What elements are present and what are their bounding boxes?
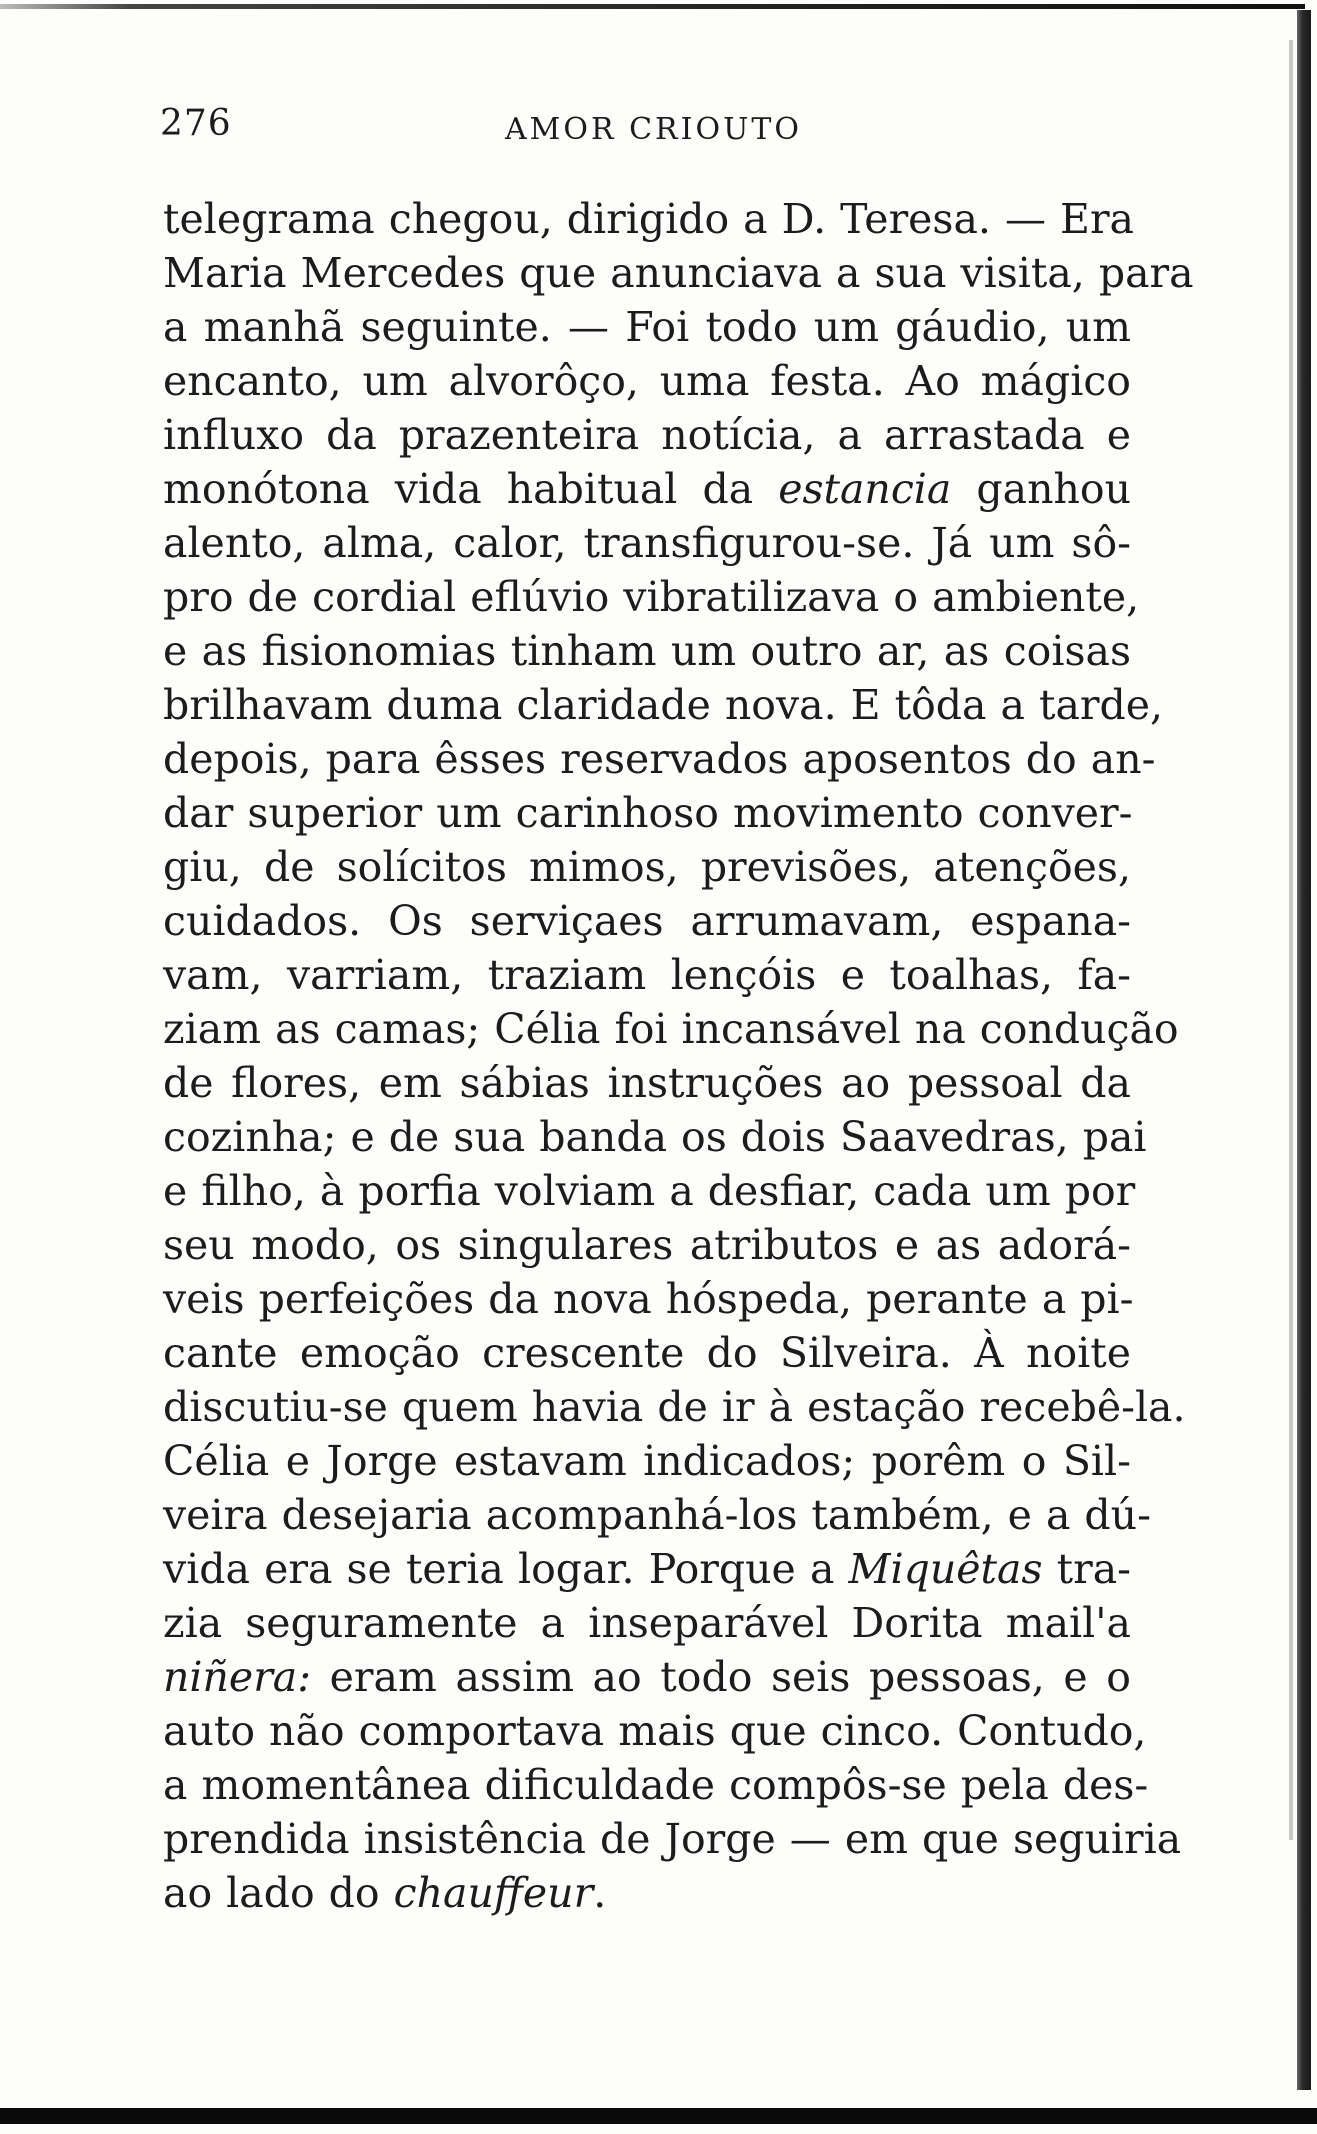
text-segment: influxo da prazenteira notícia, a arrastada e	[163, 411, 1131, 459]
text-segment: Maria Mercedes que anunciava a sua visita, para	[163, 249, 1194, 297]
text-segment: ganhou	[951, 465, 1132, 513]
text-line	[163, 1002, 1179, 1056]
text-segment: cozinha; e de sua banda os dois Saavedras, pai	[163, 1113, 1147, 1161]
text-line	[163, 1758, 1149, 1812]
italic-segment: Miquêtas	[848, 1545, 1043, 1593]
text-line	[163, 732, 1156, 786]
top-rule	[0, 4, 1305, 9]
text-segment: de flores, em sábias instruções ao pessoal da	[163, 1059, 1131, 1107]
text-line	[163, 192, 1134, 246]
body-text	[163, 192, 1194, 1920]
text-segment: Célia e Jorge estavam indicados; porêm o Sil-	[163, 1437, 1131, 1485]
text-segment: vam, varriam, traziam lençóis e toalhas, fa-	[163, 951, 1131, 999]
text-segment: tra-	[1042, 1545, 1131, 1593]
text-line	[163, 1326, 1131, 1380]
italic-segment: estancia	[778, 465, 952, 513]
binding-shadow	[1289, 40, 1293, 1840]
text-line	[163, 894, 1131, 948]
text-segment: veira desejaria acompanhá-los também, e a dú-	[163, 1491, 1151, 1539]
text-line	[163, 1488, 1151, 1542]
text-line	[163, 570, 1140, 624]
text-segment: cante emoção crescente do Silveira. À noite	[163, 1329, 1131, 1377]
text-segment: ao lado do	[163, 1869, 394, 1917]
text-line	[163, 516, 1131, 570]
text-line	[163, 462, 1131, 516]
text-segment: zia seguramente a inseparável Dorita mail'a	[163, 1599, 1131, 1647]
text-segment: encanto, um alvorôço, uma festa. Ao mágico	[163, 357, 1131, 405]
text-segment: monótona vida habitual da	[163, 465, 779, 513]
binding-edge	[1297, 10, 1311, 2090]
running-head: AMOR CRIOUTO	[505, 112, 802, 147]
text-segment: e filho, à porfia volviam a desfiar, cada um por	[163, 1167, 1136, 1215]
text-segment: telegrama chegou, dirigido a D. Teresa. — Era	[163, 195, 1134, 243]
text-line	[163, 246, 1194, 300]
text-line	[163, 1704, 1147, 1758]
page-header	[160, 102, 1120, 152]
italic-segment: chauffeur	[393, 1869, 594, 1917]
italic-segment: niñera:	[163, 1653, 312, 1701]
text-line	[163, 1650, 1131, 1704]
text-line	[163, 1218, 1131, 1272]
text-line	[163, 408, 1131, 462]
text-segment: discutiu-se quem havia de ir à estação recebê-la.	[163, 1383, 1186, 1431]
text-segment: vida era se teria logar. Porque a	[163, 1545, 849, 1593]
text-line	[163, 1866, 1131, 1920]
text-line	[163, 1434, 1131, 1488]
bottom-rule	[0, 2108, 1317, 2124]
text-segment: .	[593, 1869, 607, 1917]
text-line	[163, 786, 1131, 840]
text-line	[163, 840, 1131, 894]
text-line	[163, 1380, 1186, 1434]
text-line	[163, 1056, 1131, 1110]
text-segment: dar superior um carinhoso movimento conver-	[163, 789, 1133, 837]
text-segment: brilhavam duma claridade nova. E tôda a tarde,	[163, 681, 1164, 729]
text-segment: a momentânea dificuldade compôs-se pela des-	[163, 1761, 1149, 1809]
text-segment: alento, alma, calor, transfigurou-se. Já um sô-	[163, 519, 1131, 567]
text-segment: auto não comportava mais que cinco. Contudo,	[163, 1707, 1147, 1755]
text-segment: cuidados. Os serviçaes arrumavam, espana-	[163, 897, 1131, 945]
text-line	[163, 624, 1131, 678]
text-segment: prendida insistência de Jorge — em que seguiria	[163, 1815, 1182, 1863]
text-segment: e as fisionomias tinham um outro ar, as coisas	[163, 627, 1131, 675]
text-line	[163, 300, 1131, 354]
text-line	[163, 1812, 1182, 1866]
text-line	[163, 1596, 1131, 1650]
text-segment: eram assim ao todo seis pessoas, e o	[311, 1653, 1131, 1701]
text-line	[163, 1542, 1131, 1596]
text-line	[163, 1164, 1136, 1218]
text-segment: ziam as camas; Célia foi incansável na condução	[163, 1005, 1179, 1053]
text-segment: depois, para êsses reservados aposentos do an-	[163, 735, 1156, 783]
text-line	[163, 1110, 1147, 1164]
text-line	[163, 948, 1131, 1002]
page-number: 276	[160, 103, 232, 144]
text-segment: pro de cordial eflúvio vibratilizava o ambiente,	[163, 573, 1140, 621]
text-line	[163, 678, 1164, 732]
text-segment: a manhã seguinte. — Foi todo um gáudio, um	[163, 303, 1131, 351]
text-line	[163, 1272, 1134, 1326]
text-line	[163, 354, 1131, 408]
text-segment: veis perfeições da nova hóspeda, perante a pi-	[163, 1275, 1134, 1323]
text-segment: seu modo, os singulares atributos e as adorá-	[163, 1221, 1131, 1269]
text-segment: giu, de solícitos mimos, previsões, atenções,	[163, 843, 1131, 891]
